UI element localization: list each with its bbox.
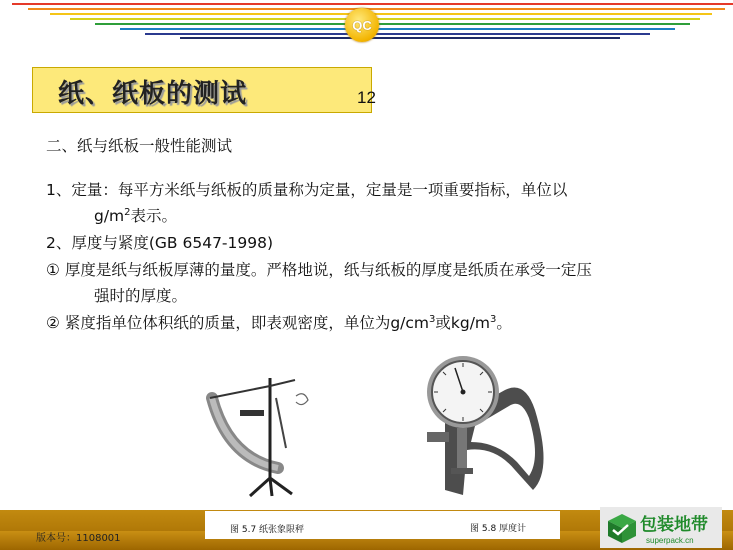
page-number: 12	[357, 88, 376, 107]
figure2-caption: 图 5.8 厚度计	[470, 524, 527, 534]
item2-1-line2: 强时的厚度。	[94, 287, 188, 305]
item2-2-exp1: 3	[429, 313, 436, 325]
section-heading: 二、纸与纸板一般性能测试	[46, 137, 233, 155]
item2-heading: 2、厚度与紧度(GB 6547-1998)	[46, 234, 274, 252]
item1-line1: 1、定量：每平方米纸与纸板的质量称为定量，定量是一项重要指标，单位以	[46, 181, 568, 199]
slide-title: 纸、纸板的测试	[58, 79, 248, 109]
item1-unit: g/m	[94, 207, 125, 225]
box-logo-icon	[604, 510, 640, 546]
item2-2-end: 。	[496, 314, 512, 332]
item1-unit-suffix: 表示。	[130, 207, 178, 225]
item2-2-mid: 或kg/m	[435, 314, 491, 332]
item1-unit-exponent: 2	[124, 206, 131, 218]
thickness-gauge-image	[405, 350, 555, 508]
item2-2-text: ② 紧度指单位体积纸的质量，即表观密度，单位为g/cm	[46, 314, 430, 332]
figure1-caption: 图 5.7 纸张象限秤	[230, 525, 305, 535]
logo-text: 包装地带	[640, 515, 708, 535]
item1-line2	[94, 206, 177, 226]
qc-badge-icon	[345, 8, 379, 42]
item2-2-line	[46, 313, 512, 333]
quadrant-scale-image	[200, 368, 320, 498]
qc-badge-label: QC	[352, 17, 372, 33]
item2-1-line1: ① 厚度是纸与纸板厚薄的量度。严格地说，纸与纸板的厚度是纸质在承受一定压	[46, 261, 592, 279]
item2-2-exp2: 3	[490, 313, 497, 325]
logo-url: superpack.cn	[646, 536, 694, 545]
version-label: 版本号：1108001	[36, 533, 121, 544]
